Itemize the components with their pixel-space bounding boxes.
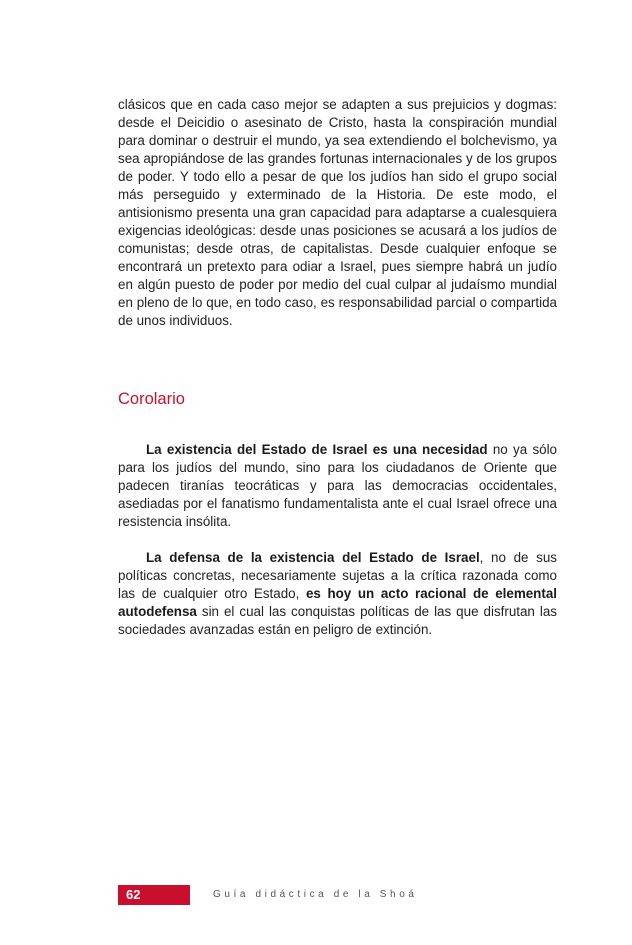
emphasis-statement: es hoy un acto racional de elemental autodefensa	[118, 586, 557, 619]
paragraph-text: sin el cual las conquistas políticas de las que disfrutan las sociedades avanzadas están en peligro de extinción.	[118, 604, 557, 637]
section-heading-corolario: Corolario	[118, 390, 185, 408]
emphasis-statement: La defensa de la existencia del Estado de Israel	[146, 550, 480, 565]
corolario-section	[118, 441, 557, 639]
corolario-paragraph-1	[118, 441, 557, 531]
paragraph-text: , no de sus políticas concretas, necesariamente sujetas a la crítica razonada como las de cualquier otro Estado,	[118, 550, 557, 601]
corolario-paragraph-2	[118, 549, 557, 639]
page-number-badge: 62	[118, 885, 190, 905]
emphasis-statement: La existencia del Estado de Israel es una necesidad	[146, 442, 488, 457]
intro-section	[118, 96, 557, 330]
running-footer-title: Guía didáctica de la Shoá	[213, 889, 418, 900]
intro-paragraph: clásicos que en cada caso mejor se adapten a sus prejuicios y dogmas: desde el Deicidio o asesinato de Cristo, hasta la conspiración mundial para dominar o destruir el mundo, ya sea extendiendo el bolchevismo, ya sea apropiándose de las grandes fortunas internacionales y de los grupos de poder. Y todo ello a pesar de que los judíos han sido el grupo social más perseguido y exterminado de la Historia. De este modo, el antisionismo presenta una gran capacidad para adaptarse a cualesquiera exigencias ideológicas: desde unas posiciones se acusará a los judíos de comunistas; desde otras, de capitalistas. Desde cualquier enfoque se encontrará un pretexto para odiar a Israel, pues siempre habrá un judío en algún puesto de poder por medio del cual culpar al judaísmo mundial en pleno de lo que, en todo caso, es responsabilidad parcial o compartida de unos individuos.	[118, 97, 557, 328]
paragraph-text: no ya sólo para los judíos del mundo, sino para los ciudadanos de Oriente que padecen tiranías teocráticas y para las democracias occidentales, asediadas por el fanatismo fundamentalista ante el cual Israel ofrece una resistencia insólita.	[118, 442, 558, 529]
